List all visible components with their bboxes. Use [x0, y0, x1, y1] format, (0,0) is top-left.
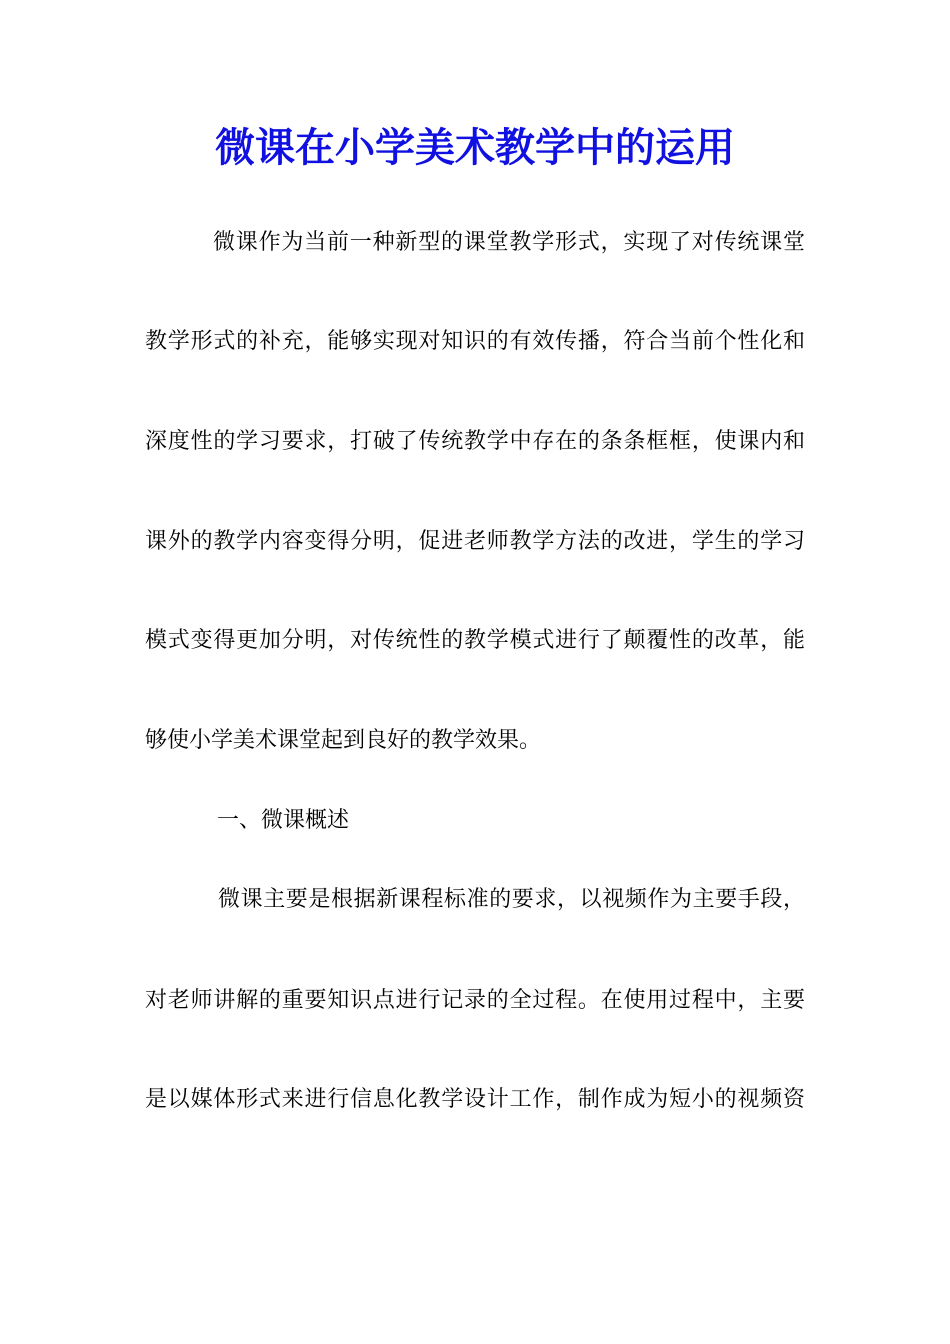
paragraph-line: 够使小学美术课堂起到良好的教学效果。	[145, 728, 542, 753]
paragraph-line: 模式变得更加分明，对传统性的教学模式进行了颠覆性的改革，能	[145, 628, 805, 653]
paragraph-line: 深度性的学习要求，打破了传统教学中存在的条条框框，使课内和	[145, 429, 805, 454]
paragraph-line: 是以媒体形式来进行信息化教学设计工作，制作成为短小的视频资	[145, 1087, 805, 1112]
paragraph-line: 教学形式的补充，能够实现对知识的有效传播，符合当前个性化和	[145, 329, 805, 354]
paragraph-line: 课外的教学内容变得分明，促进老师教学方法的改进，学生的学习	[145, 529, 805, 554]
document-title: 微课在小学美术教学中的运用	[215, 124, 735, 171]
paragraph-line: 微课作为当前一种新型的课堂教学形式，实现了对传统课堂	[213, 230, 805, 255]
paragraph-line: 对老师讲解的重要知识点进行记录的全过程。在使用过程中，主要	[145, 988, 805, 1013]
section-heading: 一、微课概述	[217, 808, 350, 833]
paragraph-line: 微课主要是根据新课程标准的要求，以视频作为主要手段，	[218, 887, 805, 912]
